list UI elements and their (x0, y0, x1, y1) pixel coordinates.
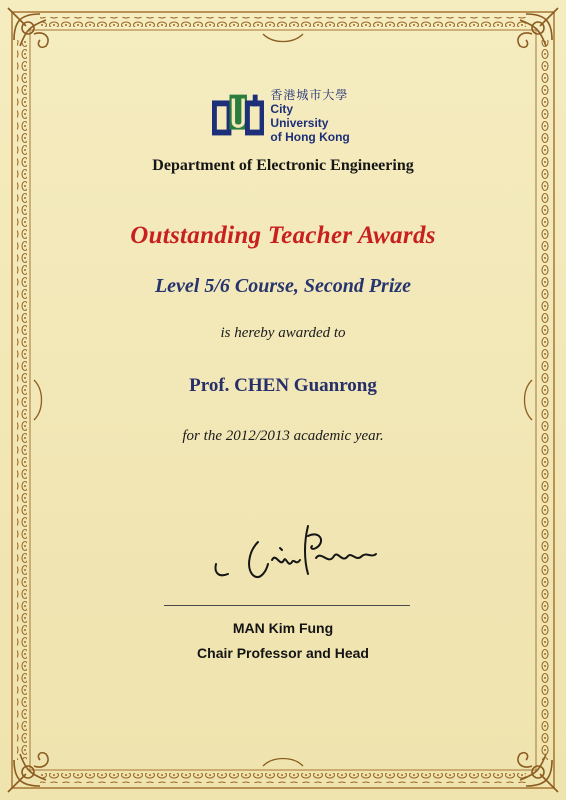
academic-year-text: for the 2012/2013 academic year. (182, 428, 384, 444)
prize-level: Level 5/6 Course, Second Prize (154, 275, 412, 297)
cityu-logo-mark-icon (212, 92, 264, 140)
university-logo (212, 90, 352, 142)
award-title: Outstanding Teacher Awards (130, 222, 436, 249)
university-name-line2: of Hong Kong (270, 130, 350, 144)
signer-name: MAN Kim Fung (232, 620, 334, 636)
university-name (270, 88, 352, 144)
university-name-chinese: 香港城市大學 (270, 88, 349, 102)
handwritten-signature (196, 512, 396, 592)
corner-ornament-top-left (8, 8, 48, 47)
signer-title: Chair Professor and Head (197, 645, 369, 661)
department-name: Department of Electronic Engineering (152, 157, 414, 174)
recipient-name: Prof. CHEN Guanrong (189, 375, 377, 396)
signature-line (164, 605, 410, 606)
awarded-text: is hereby awarded to (220, 325, 346, 341)
university-name-line1: City University (270, 102, 329, 130)
